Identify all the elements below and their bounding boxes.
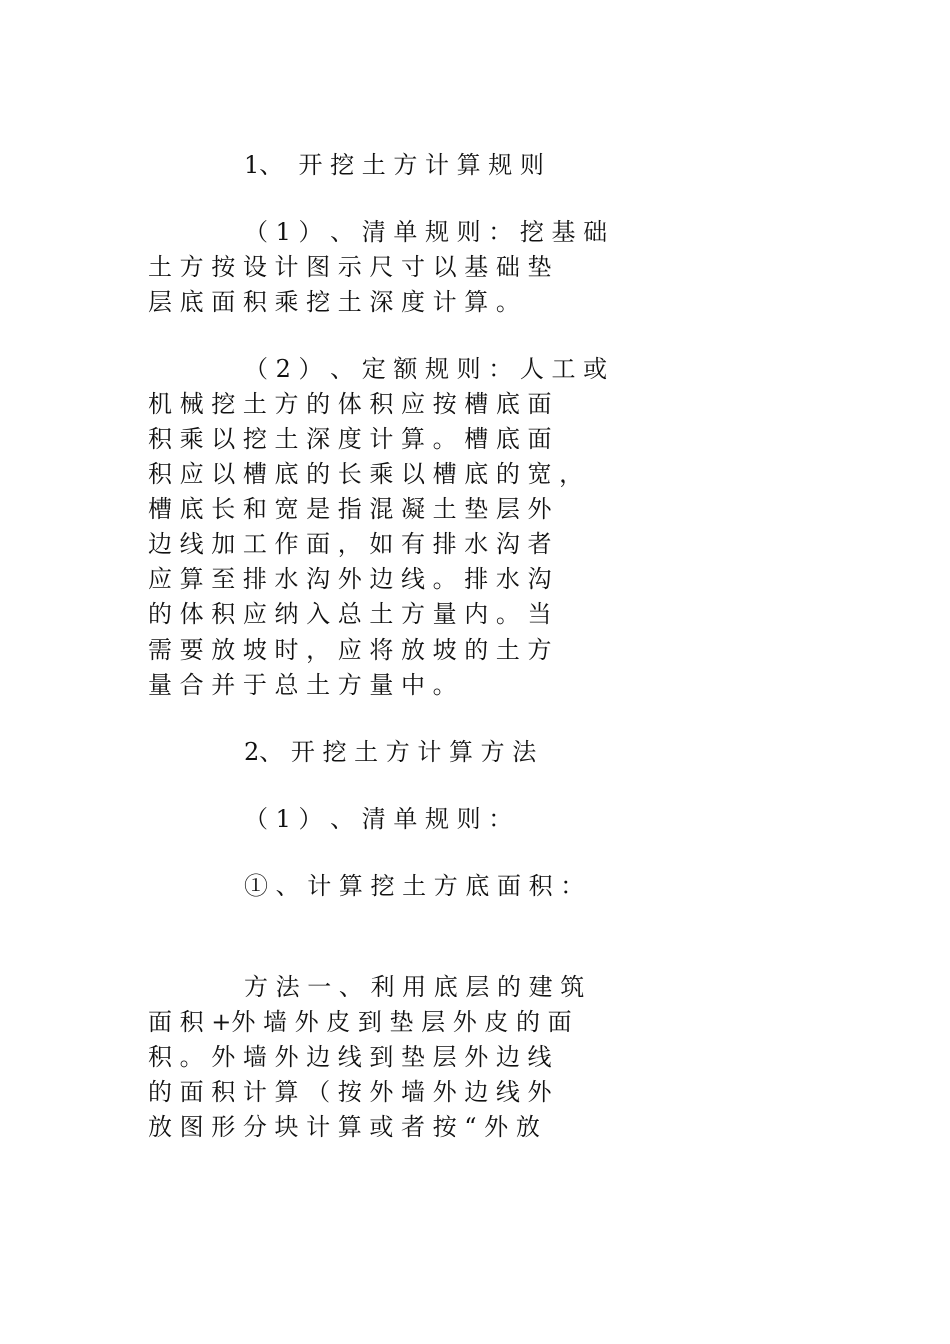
para2-line-1: （ 2 ） 、 定 额 规 则 ： 人 工 或 [244,355,608,383]
para2-line-2: 机 械 挖 土 方 的 体 积 应 按 槽 底 面 [148,390,552,418]
step-1: ① 、 计 算 挖 土 方 底 面 积 ： [244,872,585,900]
para3-line-3: 积 。 外 墙 外 边 线 到 垫 层 外 边 线 [148,1043,552,1071]
para1-line-1: （ 1 ） 、 清 单 规 则 ： 挖 基 础 [244,218,608,246]
para3-line-5: 放 图 形 分 块 计 算 或 者 按 “ 外 放 [148,1113,540,1141]
para2-line-6: 边 线 加 工 作 面 ， 如 有 排 水 沟 者 [148,530,552,558]
para2-line-5: 槽 底 长 和 宽 是 指 混 凝 土 垫 层 外 [148,495,552,523]
para3-line-4: 的 面 积 计 算 （ 按 外 墙 外 边 线 外 [148,1078,552,1106]
section2-heading: 2、 开 挖 土 方 计 算 方 法 [244,738,537,766]
para3-line-1: 方 法 一 、 利 用 底 层 的 建 筑 [244,973,585,1001]
section1-heading: 1、 开 挖 土 方 计 算 规 则 [244,151,544,179]
para2-line-7: 应 算 至 排 水 沟 外 边 线 。 排 水 沟 [148,565,552,593]
para2-line-9: 需 要 放 坡 时 ， 应 将 放 坡 的 土 方 [148,636,552,664]
para2-line-4: 积 应 以 槽 底 的 长 乘 以 槽 底 的 宽 ， [148,460,584,488]
para2-line-10: 量 合 并 于 总 土 方 量 中 。 [148,671,457,699]
para2-line-3: 积 乘 以 挖 土 深 度 计 算 。 槽 底 面 [148,425,552,453]
subheading-1: （ 1 ） 、 清 单 规 则 ： [244,805,513,833]
para3-line-2: 面 积 +外 墙 外 皮 到 垫 层 外 皮 的 面 [148,1008,572,1036]
para1-line-2: 土 方 按 设 计 图 示 尺 寸 以 基 础 垫 [148,253,552,281]
para2-line-8: 的 体 积 应 纳 入 总 土 方 量 内 。 当 [148,600,552,628]
para1-line-3: 层 底 面 积 乘 挖 土 深 度 计 算 。 [148,288,520,316]
